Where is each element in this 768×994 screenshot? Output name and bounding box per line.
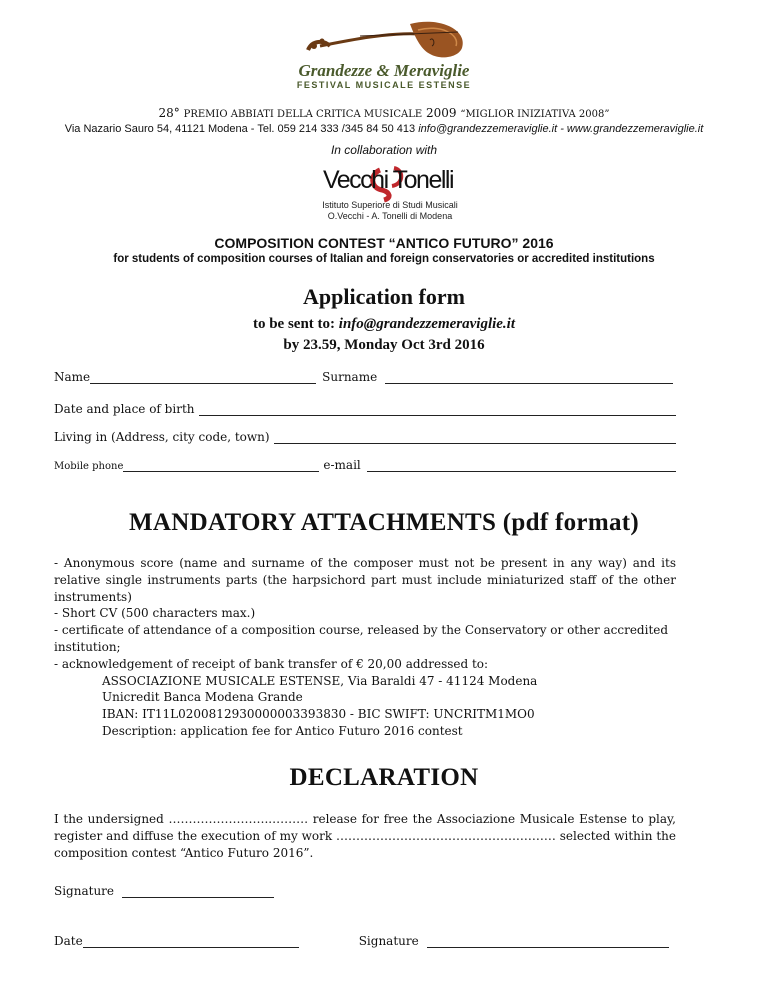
living-label: Living in (Address, city code, town) xyxy=(54,430,270,444)
surname-label: Surname xyxy=(322,370,378,384)
contest-subtitle: for students of composition courses of Italian and foreign conservatories or accredited institutions xyxy=(113,253,655,265)
application-title: Application form xyxy=(303,284,465,309)
attachment-item-certificate: - certificate of attendance of a composition course, released by the Conservatory or other accredited institution; xyxy=(54,623,669,654)
logo-subtitle: FESTIVAL MUSICALE ESTENSE xyxy=(296,80,472,90)
attachment-item-score: - Anonymous score (name and surname of the composer must not be present in any way) and its relative single instruments parts (the harpsichord part must include miniaturized staff of the other instruments) xyxy=(54,556,676,604)
signature-label-2: Signature xyxy=(358,934,419,948)
name-label: Name xyxy=(54,370,91,384)
send-to-line xyxy=(0,316,768,333)
mobile-field[interactable] xyxy=(123,459,319,472)
conservatory-name: Vecchi Tonelli xyxy=(322,166,454,194)
deadline: by 23.59, Monday Oct 3rd 2016 xyxy=(283,337,485,353)
send-to-email[interactable]: info@grandezzemeraviglie.it xyxy=(338,316,516,332)
conservatory-subtitle-2: O.Vecchi - A. Tonelli di Modena xyxy=(327,211,453,221)
attachment-item-payment: - acknowledgement of receipt of bank transfer of € 20,00 addressed to: xyxy=(54,656,489,671)
living-row xyxy=(54,430,676,444)
birth-row xyxy=(54,402,676,416)
attachment-item-cv: - Short CV (500 characters max.) xyxy=(54,606,256,621)
award-number: 28° xyxy=(158,106,180,120)
bank-iban: IBAN: IT11L0200812930000003393830 - BIC SWIFT: UNCRITM1MO0 xyxy=(102,707,535,722)
bank-name: Unicredit Banca Modena Grande xyxy=(102,690,303,705)
signature-label-1: Signature xyxy=(54,884,115,898)
email-field[interactable] xyxy=(367,459,676,472)
mobile-label: Mobile phone xyxy=(54,461,124,472)
email-label: e-mail xyxy=(323,458,361,472)
contact-row xyxy=(54,458,676,472)
contact-links[interactable]: info@grandezzemeraviglie.it - www.grandezzemeraviglie.it xyxy=(418,123,704,135)
date-label: Date xyxy=(54,934,83,948)
award-quote: “MIGLIOR INIZIATIVA 2008” xyxy=(460,109,610,120)
attachments-title: MANDATORY ATTACHMENTS (pdf format) xyxy=(128,509,639,536)
address-line xyxy=(0,123,768,135)
declaration-title: DECLARATION xyxy=(289,764,479,791)
bank-beneficiary: ASSOCIAZIONE MUSICALE ESTENSE, Via Baraldi 47 - 41124 Modena xyxy=(102,673,538,688)
signature-field-2[interactable] xyxy=(427,935,669,948)
send-to-label: to be sent to: xyxy=(252,316,336,332)
payment-description: Description: application fee for Antico Futuro 2016 contest xyxy=(102,723,463,738)
collaboration-label: In collaboration with xyxy=(330,143,438,157)
birth-label: Date and place of birth xyxy=(54,402,195,416)
conservatory-subtitle-1: Istituto Superiore di Studi Musicali xyxy=(322,200,458,210)
award-line xyxy=(0,106,768,120)
signature-row-1 xyxy=(54,884,676,898)
date-signature-row xyxy=(54,934,676,948)
living-field[interactable] xyxy=(274,431,676,444)
name-field[interactable] xyxy=(90,371,316,384)
surname-field[interactable] xyxy=(385,371,673,384)
declaration-text: I the undersigned ……………………..……… release for free the Associazione Musicale Estense to play, register and diffuse the execution of my work ……………………………………….……… selected within the composition contest “Antico Futuro 2016”. xyxy=(54,812,676,860)
date-field[interactable] xyxy=(83,935,299,948)
attachments-list xyxy=(54,555,676,740)
award-text: PREMIO ABBIATI DELLA CRITICA MUSICALE xyxy=(183,109,423,120)
birth-field[interactable] xyxy=(199,403,677,416)
name-row xyxy=(54,370,676,384)
signature-field-1[interactable] xyxy=(122,885,274,898)
award-year: 2009 xyxy=(425,106,457,120)
logo-title: Grandezze & Meraviglie xyxy=(298,61,470,80)
address-text: Via Nazario Sauro 54, 41121 Modena - Tel. 059 214 333 /345 84 50 413 xyxy=(64,123,416,135)
violin-graphic xyxy=(308,22,463,58)
contest-title: COMPOSITION CONTEST “ANTICO FUTURO” 2016 xyxy=(214,235,554,251)
